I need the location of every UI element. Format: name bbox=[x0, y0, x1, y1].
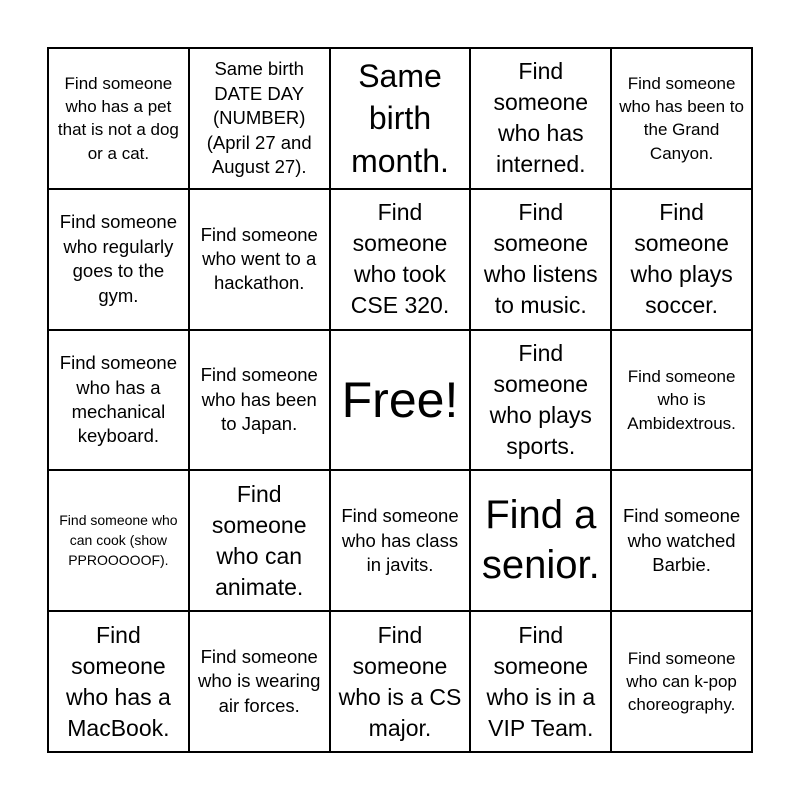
cell-text: Find someone who has interned. bbox=[493, 58, 589, 178]
cell-text: Find someone who can k-pop choreography. bbox=[626, 648, 737, 715]
cell-text: Find someone who regularly goes to the gym. bbox=[59, 211, 178, 306]
bingo-cell-5-4[interactable] bbox=[470, 611, 611, 752]
bingo-cell-5-3[interactable] bbox=[330, 611, 471, 752]
bingo-cell-3-4[interactable] bbox=[470, 330, 611, 471]
bingo-board bbox=[47, 47, 753, 753]
bingo-cell-4-1[interactable] bbox=[48, 470, 189, 611]
cell-text: Same birth month. bbox=[351, 57, 449, 179]
bingo-cell-free[interactable] bbox=[330, 330, 471, 471]
cell-text: Find someone who is Ambidextrous. bbox=[627, 367, 736, 433]
bingo-cell-1-3[interactable] bbox=[330, 48, 471, 189]
bingo-cell-2-2[interactable] bbox=[189, 189, 330, 330]
bingo-cell-1-5[interactable] bbox=[611, 48, 752, 189]
bingo-cell-3-5[interactable] bbox=[611, 330, 752, 471]
bingo-cell-5-2[interactable] bbox=[189, 611, 330, 752]
bingo-cell-4-2[interactable] bbox=[189, 470, 330, 611]
bingo-cell-2-1[interactable] bbox=[48, 189, 189, 330]
cell-text: Find someone who has been to Japan. bbox=[200, 364, 318, 435]
cell-text: Find someone who has been to the Grand Canyon. bbox=[619, 73, 744, 163]
cell-text: Find someone who plays soccer. bbox=[630, 199, 733, 319]
bingo-cell-4-4[interactable] bbox=[470, 470, 611, 611]
bingo-cell-3-2[interactable] bbox=[189, 330, 330, 471]
cell-text: Find someone who can cook (show PPROOOOOF). bbox=[59, 512, 178, 568]
bingo-cell-5-5[interactable] bbox=[611, 611, 752, 752]
cell-text: Find someone who took CSE 320. bbox=[350, 199, 450, 319]
cell-text: Find someone who watched Barbie. bbox=[622, 505, 741, 575]
cell-text: Find someone who is a CS major. bbox=[338, 621, 462, 741]
cell-text: Find someone who has a MacBook. bbox=[65, 621, 171, 741]
bingo-cell-1-2[interactable] bbox=[189, 48, 330, 189]
bingo-cell-2-4[interactable] bbox=[470, 189, 611, 330]
cell-text: Find someone who went to a hackathon. bbox=[200, 223, 318, 294]
cell-text: Find someone who plays sports. bbox=[489, 339, 592, 460]
cell-text: Same birth DATE DAY (NUMBER) (April 27 and August 27). bbox=[206, 58, 312, 177]
bingo-cell-4-5[interactable] bbox=[611, 470, 752, 611]
cell-text: Find someone who is wearing air forces. bbox=[198, 645, 321, 716]
cell-text: Free! bbox=[341, 371, 459, 428]
cell-text: Find someone who has a pet that is not a dog or a cat. bbox=[57, 73, 179, 163]
cell-text: Find someone who has class in javits. bbox=[341, 505, 459, 575]
cell-text: Find someone who has a mechanical keyboard. bbox=[59, 352, 178, 447]
bingo-cell-2-3[interactable] bbox=[330, 189, 471, 330]
bingo-cell-4-3[interactable] bbox=[330, 470, 471, 611]
cell-text: Find someone who listens to music. bbox=[483, 199, 598, 319]
cell-text: Find someone who can animate. bbox=[211, 480, 307, 600]
cell-text: Find someone who is in a VIP Team. bbox=[486, 621, 596, 741]
cell-text: Find a senior. bbox=[481, 493, 600, 587]
bingo-cell-5-1[interactable] bbox=[48, 611, 189, 752]
bingo-cell-1-4[interactable] bbox=[470, 48, 611, 189]
bingo-cell-3-1[interactable] bbox=[48, 330, 189, 471]
bingo-cell-1-1[interactable] bbox=[48, 48, 189, 189]
bingo-cell-2-5[interactable] bbox=[611, 189, 752, 330]
